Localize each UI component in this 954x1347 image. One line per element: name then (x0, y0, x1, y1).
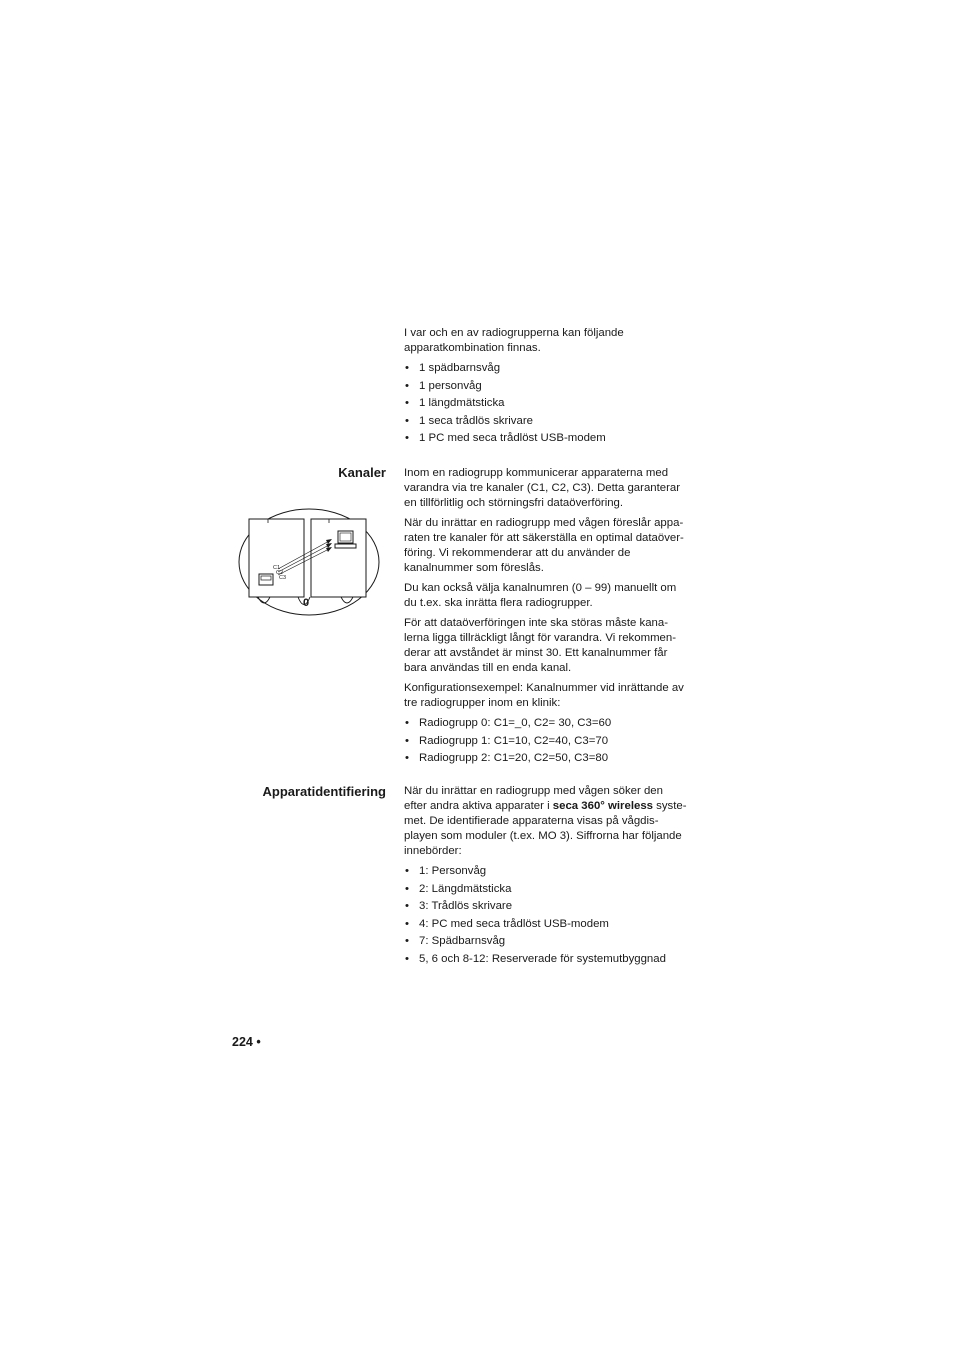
text-line: föring. Vi rekommenderar att du använder de (404, 547, 631, 559)
text-line: met. De identifierade apparaterna visas på vågdis- (404, 815, 659, 827)
list-item: • 7: Spädbarnsvåg (404, 934, 696, 952)
text-line: tre radiogrupper inom en klinik: (404, 697, 561, 709)
text-line: När du inrättar en radiogrupp med vågen söker den (404, 785, 663, 797)
text-line: Du kan också välja kanalnumren (0 – 99) manuellt om (404, 582, 677, 594)
list-item: • 5, 6 och 8-12: Reserverade för systemutbyggnad (404, 952, 696, 970)
room-left (249, 519, 304, 597)
kanaler-paragraph (404, 516, 696, 576)
text-line: I var och en av radiogrupperna kan följande (404, 327, 624, 339)
intro-section (404, 326, 696, 449)
channel-label-c2: C2 (276, 570, 284, 576)
product-name: seca 360° wireless (552, 800, 653, 812)
list-item: • 1 personvåg (404, 379, 696, 397)
text-line: syste- (653, 800, 687, 812)
intro-paragraph (404, 326, 696, 356)
radio-group-diagram (238, 508, 383, 616)
page-number: 224 • (232, 1035, 261, 1049)
text-line: derar att avståndet är minst 30. Ett kanalnummer får (404, 647, 668, 659)
text-line: du t.ex. ska inrätta flera radiogrupper. (404, 597, 593, 609)
pc-icon (335, 531, 356, 548)
list-item: • Radiogrupp 2: C1=20, C2=50, C3=80 (404, 751, 696, 769)
text-line: raten tre kanaler för att säkerställa en optimal dataöver- (404, 532, 684, 544)
door-arc (341, 597, 353, 603)
text-line: kanalnummer som föreslås. (404, 562, 544, 574)
kanaler-paragraph (404, 466, 696, 511)
list-item: • 1 spädbarnsvåg (404, 361, 696, 379)
kanaler-list (404, 716, 696, 769)
kanaler-heading: Kanaler (338, 465, 386, 480)
list-item: • 4: PC med seca trådlöst USB-modem (404, 917, 696, 935)
text-line: apparatkombination finnas. (404, 342, 541, 354)
kanaler-paragraph (404, 681, 696, 711)
list-item: • 3: Trådlös skrivare (404, 899, 696, 917)
list-item: • 1 PC med seca trådlöst USB-modem (404, 431, 696, 449)
text-line: efter andra aktiva apparater i (404, 800, 553, 812)
scale-icon (259, 574, 273, 585)
text-line: innebörder: (404, 845, 462, 857)
list-item: • Radiogrupp 0: C1=_0, C2= 30, C3=60 (404, 716, 696, 734)
apparat-paragraph (404, 784, 696, 859)
channel-label-c3: C3 (279, 575, 287, 581)
list-item: • Radiogrupp 1: C1=10, C2=40, C3=70 (404, 734, 696, 752)
kanaler-section (404, 466, 696, 769)
apparat-list (404, 864, 696, 970)
list-item: • 1: Personvåg (404, 864, 696, 882)
list-item: • 1 seca trådlös skrivare (404, 414, 696, 432)
intro-list (404, 361, 696, 449)
text-line: Konfigurationsexempel: Kanalnummer vid inrättande av (404, 682, 684, 694)
list-item: • 1 längdmätsticka (404, 396, 696, 414)
kanaler-paragraph (404, 616, 696, 676)
apparat-heading: Apparatidentifiering (262, 784, 386, 799)
text-line: varandra via tre kanaler (C1, C2, C3). Detta garanterar (404, 482, 681, 494)
text-line: För att dataöverföringen inte ska störas måste kana- (404, 617, 669, 629)
apparat-section (404, 784, 696, 970)
group-number: 0 (303, 597, 310, 609)
text-line: playen som moduler (t.ex. MO 3). Siffrorna har följande (404, 830, 682, 842)
text-line: lerna ligga tillräckligt långt för varandra. Vi rekommen- (404, 632, 677, 644)
text-line: bara användas till en enda kanal. (404, 662, 572, 674)
text-line: Inom en radiogrupp kommunicerar apparaterna med (404, 467, 669, 479)
text-line: en tillförlitlig och störningsfri dataöverföring. (404, 497, 624, 509)
list-item: • 2: Längdmätsticka (404, 882, 696, 900)
kanaler-paragraph (404, 581, 696, 611)
channel-label-c1: C1 (273, 565, 281, 571)
text-line: När du inrättar en radiogrupp med vågen föreslår appa- (404, 517, 684, 529)
